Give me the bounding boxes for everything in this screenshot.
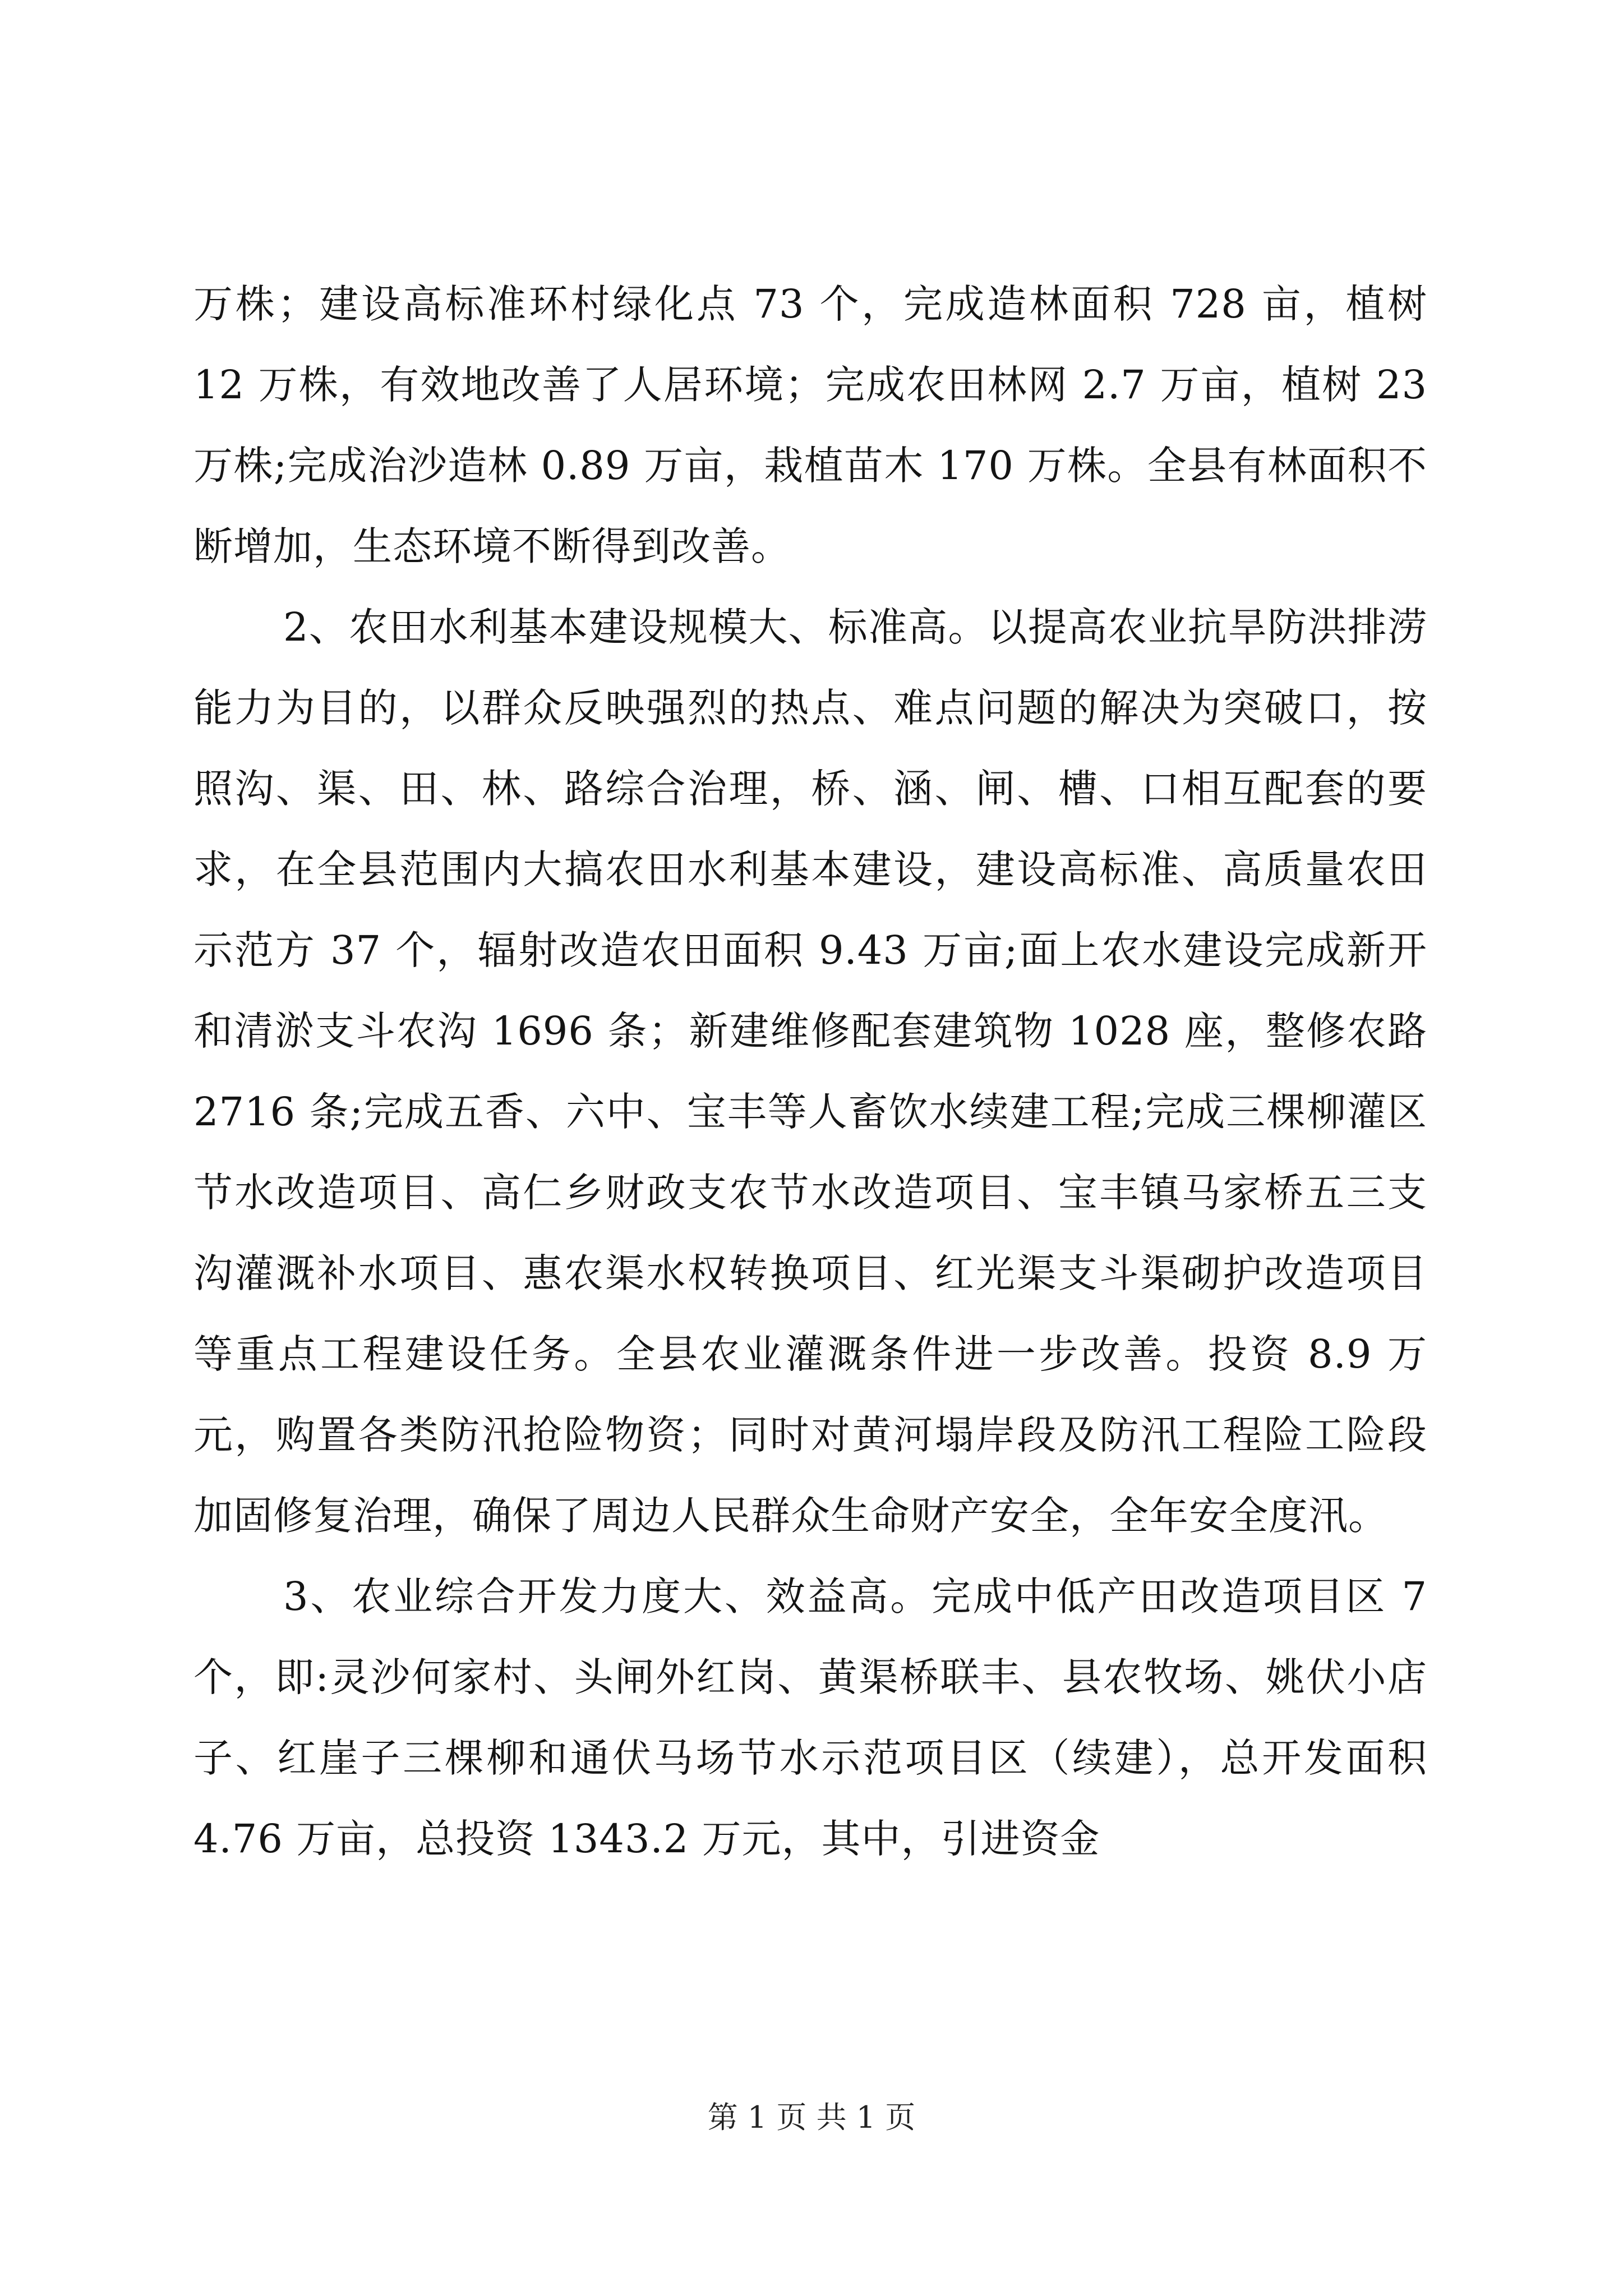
paragraph-forestry: 万株；建设高标准环村绿化点 73 个，完成造林面积 728 亩，植树 12 万株，有效地改善了人居环境；完成农田林网 2.7 万亩，植树 23 万株;完成治沙造林 0.89 万亩，栽植苗木 170 万株。全县有林面积不断增加，生态环境不断得到改善。 <box>193 281 1427 569</box>
paragraph-irrigation: 2、农田水利基本建设规模大、标准高。以提高农业抗旱防洪排涝能力为目的，以群众反映强烈的热点、难点问题的解决为突破口，按照沟、渠、田、林、路综合治理，桥、涵、闸、槽、口相互配套的要求，在全县范围内大搞农田水利基本建设，建设高标准、高质量农田示范方 37 个，辐射改造农田面积 9.43 万亩;面上农水建设完成新开和清淤支斗农沟 1696 条；新建维修配套建筑物 1028 座，整修农路 2716 条;完成五香、六中、宝丰等人畜饮水续建工程;完成三棵柳灌区节水改造项目、高仁乡财政支农节水改造项目、宝丰镇马家桥五三支沟灌溉补水项目、惠农渠水权转换项目、红光渠支斗渠砌护改造项目等重点工程建设任务。全县农业灌溉条件进一步改善。投资 8.9 万元，购置各类防汛抢险物资；同时对黄河塌岸段及防汛工程险工险段加固修复治理，确保了周边人民群众生命财产安全，全年安全度汛。 <box>193 604 1427 1539</box>
document-body <box>193 264 1427 1879</box>
page-number-footer: 第 1 页 共 1 页 <box>707 2100 916 2135</box>
paragraph-agri-development: 3、农业综合开发力度大、效益高。完成中低产田改造项目区 7 个，即:灵沙何家村、头闸外红岗、黄渠桥联丰、县农牧场、姚伏小店子、红崖子三棵柳和通伏马场节水示范项目区（续建），总开发面积 4.76 万亩，总投资 1343.2 万元，其中，引进资金 <box>193 1573 1427 1862</box>
